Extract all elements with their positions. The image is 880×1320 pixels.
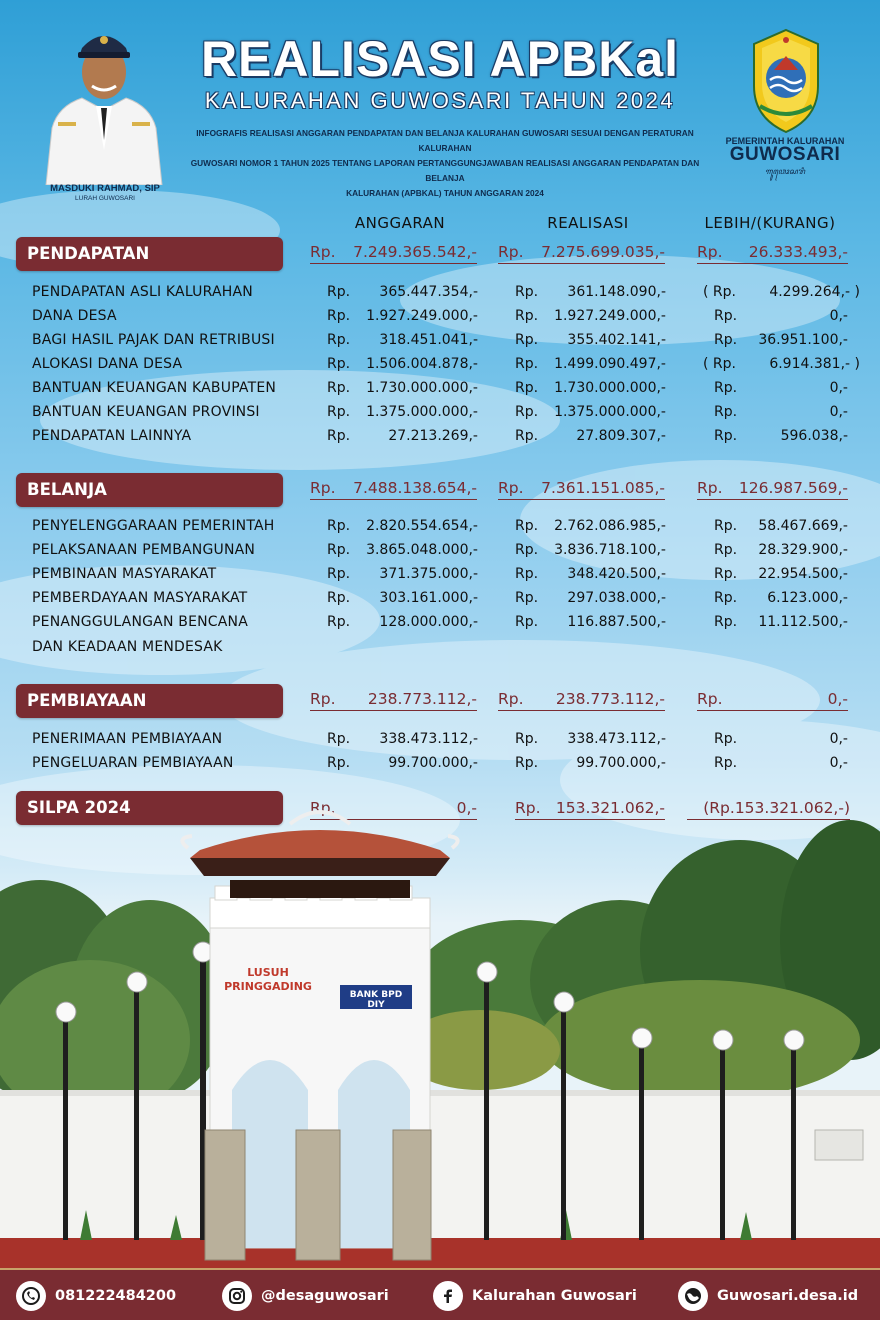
cell-value: 365.447.354,- [379,284,478,300]
table-row [0,755,880,779]
row-label: PENGELUARAN PEMBIAYAAN [32,755,234,771]
currency-label: Rp. [697,479,723,497]
total-value: 7.361.151.085,- [541,479,665,497]
cell-value: 361.148.090,- [567,284,666,300]
currency-label: Rp. [327,614,351,630]
row-label: BAGI HASIL PAJAK DAN RETRIBUSI [32,332,275,348]
currency-label: Rp. [327,284,351,300]
cell-value: 1.730.000.000,- [366,380,478,396]
total-belanja-anggaran [310,478,477,500]
tower-sign: LUSUH PRINGGADING [224,966,312,993]
globe-icon [678,1281,708,1311]
table-row [0,284,880,308]
row-label: PEMBERDAYAAN MASYARAKAT [32,590,248,606]
currency-label: Rp. [327,356,351,372]
cell-value: 1.927.249.000,- [554,308,666,324]
currency-label: Rp. [515,566,539,582]
currency-label: Rp. [327,755,351,771]
cell-value: 58.467.669,- [758,518,848,534]
currency-label: Rp. [515,404,539,420]
currency-label: Rp. [515,614,539,630]
currency-label: Rp. [310,243,336,261]
cell-value: 0,- [829,380,848,396]
currency-label: Rp. [327,308,351,324]
currency-label: Rp. [515,380,539,396]
intro-line: INFOGRAFIS REALISASI ANGGARAN PENDAPATAN DAN BELANJA KALURAHAN GUWOSARI SESUAI DENGAN PERATURAN KALURAHAN [196,128,694,153]
currency-label: Rp. [327,731,351,747]
cell-value: 3.836.718.100,- [554,542,666,558]
gate-scene-illustration [0,790,880,1270]
row-label: BANTUAN KEUANGAN PROVINSI [32,404,260,420]
currency-label: Rp. [697,690,723,708]
table-row [0,332,880,356]
currency-label: Rp. [327,542,351,558]
section-silpa: SILPA 2024 [16,791,283,825]
total-pembiayaan-anggaran [310,689,477,711]
cell-value: 99.700.000,- [388,755,478,771]
currency-label: Rp. [714,614,738,630]
currency-label: Rp. [714,566,738,582]
currency-label: Rp. [515,308,539,324]
currency-label: Rp. [515,542,539,558]
column-header-lebih-kurang: LEBIH/(KURANG) [704,214,836,232]
cell-value: 22.954.500,- [758,566,848,582]
currency-label: Rp. [714,308,738,324]
currency-label: Rp. [515,284,539,300]
intro-line: GUWOSARI NOMOR 1 TAHUN 2025 TENTANG LAPORAN PERTANGGUNGJAWABAN REALISASI ANGGARAN PENDAPATAN DAN BELANJA [190,158,700,183]
cell-value: 371.375.000,- [379,566,478,582]
footer-instagram[interactable] [222,1280,389,1312]
total-value: 0,- [827,690,848,708]
total-value: 126.987.569,- [738,479,848,497]
cell-value: 2.762.086.985,- [554,518,666,534]
intro-line: KALURAHAN (APBKAL) TAHUN ANGGARAN 2024 [346,188,544,198]
currency-label: Rp. [515,799,541,817]
whatsapp-icon [16,1281,46,1311]
guwosari-emblem-icon [748,26,824,136]
page-title: REALISASI APBKal [200,31,680,87]
total-pembiayaan-realisasi [498,689,665,711]
official-name: MASDUKI RAHMAD, SIP [50,183,160,194]
total-value: 238.773.112,- [367,690,477,708]
currency-label: ( Rp. [703,284,736,300]
row-label: PENANGGULANGAN BENCANA [32,614,248,630]
cell-value: 0,- [829,731,848,747]
logo-caption-main: GUWOSARI [729,144,841,165]
table-row [0,614,880,638]
cell-value: 355.402.141,- [567,332,666,348]
currency-label: Rp. [515,518,539,534]
currency-label: Rp. [327,590,351,606]
column-header-anggaran: ANGGARAN [354,214,446,232]
website-url: Guwosari.desa.id [717,1288,859,1304]
footer-website[interactable] [678,1280,858,1312]
row-label: PENERIMAAN PEMBIAYAAN [32,731,223,747]
total-value: 7.275.699.035,- [541,243,665,261]
total-value: 153.321.062,- [555,799,665,817]
cell-value: 1.375.000.000,- [554,404,666,420]
footer-phone[interactable] [16,1280,176,1312]
footer-facebook[interactable] [433,1280,637,1312]
currency-label: Rp. [714,518,738,534]
currency-label: Rp. [714,755,738,771]
total-belanja-realisasi [498,478,665,500]
logo-caption-top: PEMERINTAH KALURAHAN [725,136,845,146]
currency-label: Rp. [327,518,351,534]
cell-value: 1.506.004.878,- [366,356,478,372]
currency-label: Rp. [310,799,336,817]
section-pendapatan: PENDAPATAN [16,237,283,271]
phone-number: 081222484200 [55,1288,177,1304]
logo-caption-script: ꦒꦸꦮꦺꦴꦱꦫꦶ [765,167,805,176]
cell-value: 128.000.000,- [379,614,478,630]
official-role: LURAH GUWOSARI [75,195,135,202]
table-row [0,308,880,332]
table-row [0,542,880,566]
cell-value: 318.451.041,- [379,332,478,348]
total-value: 7.488.138.654,- [353,479,477,497]
row-label: DAN KEADAAN MENDESAK [32,639,223,655]
official-portrait [38,10,170,185]
cell-value: 99.700.000,- [576,755,666,771]
table-row [0,590,880,614]
currency-label: Rp. [327,380,351,396]
column-header-realisasi: REALISASI [547,214,629,232]
intro-text [180,126,710,201]
cell-value: 27.809.307,- [576,428,666,444]
total-value: 26.333.493,- [748,243,848,261]
cell-value: 303.161.000,- [379,590,478,606]
cell-value: 1.730.000.000,- [554,380,666,396]
total-pendapatan-anggaran [310,242,477,264]
total-value: 238.773.112,- [555,690,665,708]
cell-value: 0,- [829,755,848,771]
row-label: PENYELENGGARAAN PEMERINTAH [32,518,275,534]
total-pendapatan-selisih [697,242,848,264]
cell-value: 0,- [829,404,848,420]
cell-value: 1.927.249.000,- [366,308,478,324]
currency-label: Rp. [714,731,738,747]
cell-value: 297.038.000,- [567,590,666,606]
currency-label: Rp. [327,332,351,348]
table-row [0,428,880,452]
currency-label: Rp. [327,428,351,444]
table-row [0,566,880,590]
instagram-icon [222,1281,252,1311]
currency-label: Rp. [714,404,738,420]
section-belanja: BELANJA [16,473,283,507]
cell-value: 3.865.048.000,- [366,542,478,558]
currency-label: Rp. [498,479,524,497]
contact-footer [0,1268,880,1320]
section-pembiayaan: PEMBIAYAAN [16,684,283,718]
currency-label: Rp. [714,332,738,348]
currency-label: Rp. [498,690,524,708]
cell-value: 4.299.264,- ) [769,284,860,300]
total-value: 0,- [456,799,477,817]
row-label: PENDAPATAN LAINNYA [32,428,192,444]
currency-label: Rp. [327,404,351,420]
currency-label: Rp. [310,690,336,708]
currency-label: Rp. [327,566,351,582]
row-label: ALOKASI DANA DESA [32,356,183,372]
currency-label: Rp. [498,243,524,261]
cell-value: 338.473.112,- [379,731,478,747]
cell-value: 28.329.900,- [758,542,848,558]
facebook-icon [433,1281,463,1311]
cell-value: 36.951.100,- [758,332,848,348]
table-row [0,731,880,755]
row-label: DANA DESA [32,308,117,324]
currency-label: Rp. [714,542,738,558]
currency-label: Rp. [310,479,336,497]
row-label: PEMBINAAN MASYARAKAT [32,566,217,582]
cell-value: 348.420.500,- [567,566,666,582]
cell-value: 1.375.000.000,- [366,404,478,420]
facebook-name: Kalurahan Guwosari [472,1288,637,1304]
cell-value: 1.499.090.497,- [554,356,666,372]
row-label: PENDAPATAN ASLI KALURAHAN [32,284,253,300]
currency-label: Rp. [697,243,723,261]
total-belanja-selisih [697,478,848,500]
instagram-handle: @desaguwosari [261,1288,389,1304]
currency-label: Rp. [714,590,738,606]
currency-label: Rp. [515,428,539,444]
bank-sign: BANK BPD DIY [349,990,403,1010]
currency-label: Rp. [714,428,738,444]
currency-label: Rp. [515,590,539,606]
cell-value: 116.887.500,- [567,614,666,630]
total-pendapatan-realisasi [498,242,665,264]
page-subtitle: KALURAHAN GUWOSARI TAHUN 2024 [204,88,676,113]
cell-value: 596.038,- [780,428,848,444]
cell-value: 2.820.554.654,- [366,518,478,534]
row-label: BANTUAN KEUANGAN KABUPATEN [32,380,277,396]
table-row [0,639,880,663]
total-value: (Rp.153.321.062,-) [703,799,850,817]
table-row [0,380,880,404]
currency-label: Rp. [714,380,738,396]
cell-value: 338.473.112,- [567,731,666,747]
total-value: 7.249.365.542,- [353,243,477,261]
table-row [0,356,880,380]
currency-label: Rp. [515,332,539,348]
cell-value: 6.123.000,- [767,590,848,606]
currency-label: Rp. [515,755,539,771]
row-label: PELAKSANAAN PEMBANGUNAN [32,542,256,558]
cell-value: 11.112.500,- [758,614,848,630]
currency-label: Rp. [515,731,539,747]
cell-value: 6.914.381,- ) [769,356,860,372]
total-pembiayaan-selisih [697,689,848,711]
currency-label: ( Rp. [703,356,736,372]
table-row [0,404,880,428]
cell-value: 0,- [829,308,848,324]
cell-value: 27.213.269,- [388,428,478,444]
table-row [0,518,880,542]
currency-label: Rp. [515,356,539,372]
